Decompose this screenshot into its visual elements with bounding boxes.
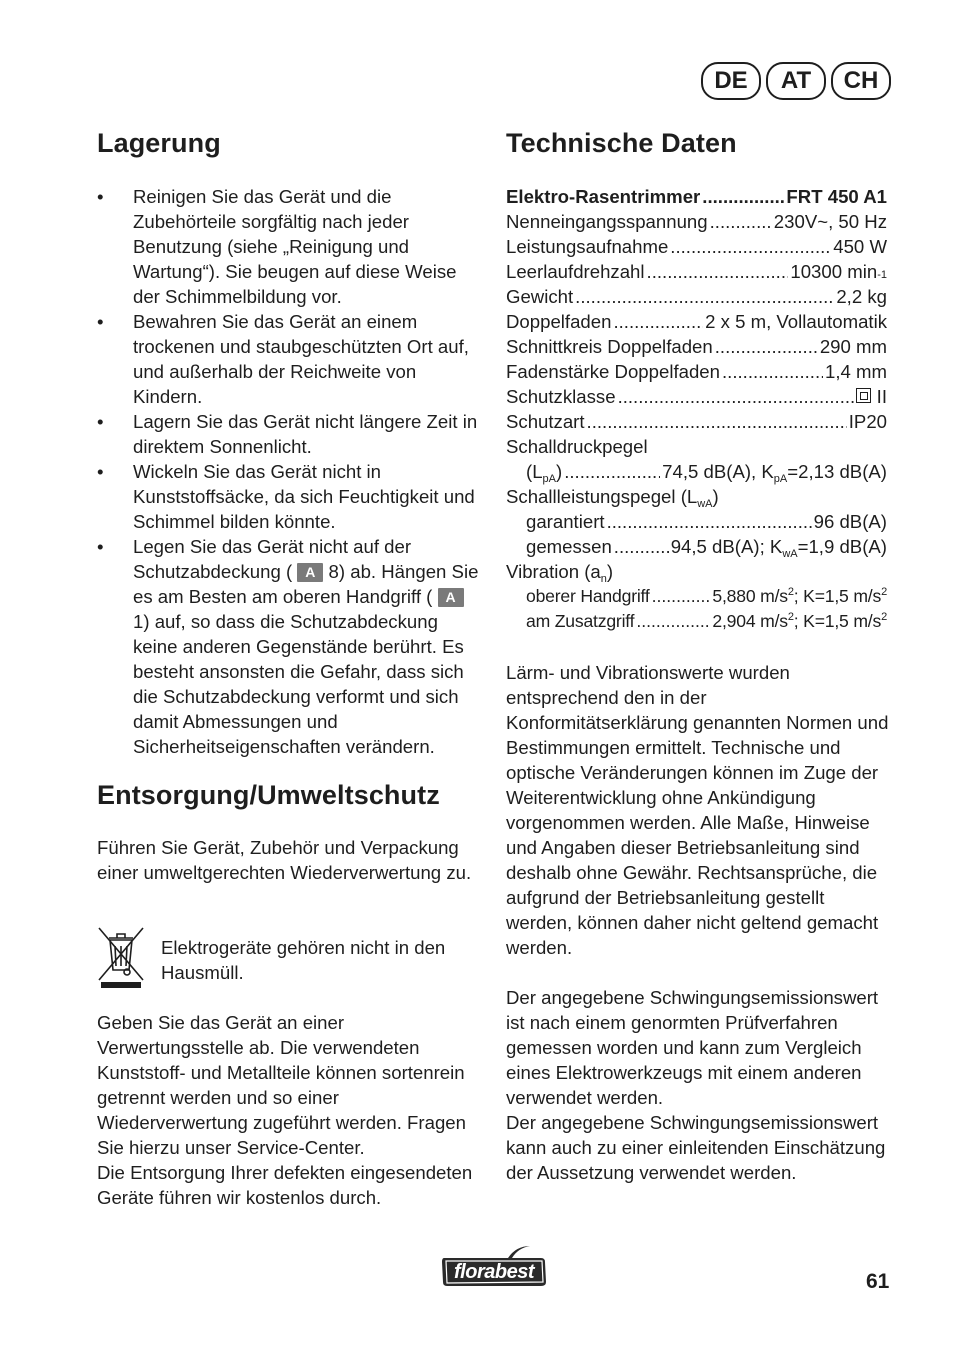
spec-row — [506, 209, 887, 234]
spec-label: am Zusatzgriff — [526, 611, 635, 631]
spec-row-vibration — [506, 559, 887, 584]
spec-row: Leerlaufdrehzahl ..... 10300 min -1 — [506, 259, 887, 284]
spec-value: 5,880 $m/s^2$; K=1,5 $m/s^2$ — [712, 586, 887, 606]
spec-label: Vibration $(a_n)$ — [506, 561, 614, 585]
figure-ref-badge: A — [438, 588, 464, 607]
bullet-text: 8) ab. Hängen Sie es am Besten am oberen Handgriff ( — [133, 561, 479, 607]
spec-label: Nenneingangsspannung — [506, 211, 708, 232]
logo-text: florabest — [454, 1261, 534, 1283]
spec-value: 450 W — [833, 236, 887, 257]
spec-label: Schnittkreis Doppelfaden — [506, 336, 713, 357]
protection-class-ii-icon — [856, 388, 871, 403]
spec-label: Gewicht — [506, 286, 574, 307]
spec-label: Schallleistungspegel $(L_{wA})$ — [506, 486, 719, 510]
spec-label: Schutzklasse — [506, 386, 616, 407]
spec-row — [506, 234, 887, 259]
spec-value: 74,5 dB(A), $K_{pA}=2,13$ dB(A) — [662, 461, 887, 485]
list-item: • Wickeln Sie das Gerät nicht in Kunststoffsäcke, da sich Feuchtigkeit und Schimmel bilden könnte. — [97, 459, 482, 534]
spec-row — [506, 534, 887, 559]
spec-label: gemessen — [526, 536, 612, 557]
spec-label: Schutzart — [506, 411, 585, 432]
list-item: • Reinigen Sie das Gerät und die Zubehörteile sorgfältig nach jeder Benutzung (siehe „Reinigung und Wartung“). Sie beugen auf diese Weise der Schimmelbildung vor. — [97, 184, 482, 309]
spec-value: FRT 450 A1 — [786, 186, 887, 207]
lagerung-list-container — [97, 184, 482, 759]
crossed-out-wheelie-bin-icon — [97, 926, 145, 990]
spec-row — [506, 334, 887, 359]
lagerung-heading: Lagerung — [97, 128, 221, 158]
spec-value: 94,5 dB(A); $K_{wA}=1,9$ dB(A) — [670, 536, 887, 560]
weee-text: Elektrogeräte gehören nicht in den Hausmüll. — [161, 937, 446, 983]
spec-row-schallleistung — [506, 484, 887, 509]
spec-value: 2,2 kg — [836, 286, 887, 307]
spec-label: Doppelfaden — [506, 311, 612, 332]
bullet-text: Legen Sie das Gerät nicht auf der Schutzabdeckung ( — [133, 536, 412, 582]
list-item: • Bewahren Sie das Gerät an einem trockenen und staubgeschützten Ort auf, und außerhalb der Reichweite von Kindern. — [97, 309, 482, 409]
technische-daten-heading: Technische Daten — [506, 128, 737, 158]
spec-label: oberer Handgriff — [526, 586, 650, 606]
bullet-text: 1) auf, so dass die Schutzabdeckung keine anderen Gegenstände berührt. Es besteht ansonsten die Gefahr, dass sich die Schutzabdeckung verformt und sich damit Abmessungen und Sicherheitseigenschaften verändern. — [133, 611, 464, 757]
spec-row — [506, 459, 887, 484]
spec-label: Schalldruckpegel — [506, 436, 648, 457]
spec-value: 10300 min — [790, 261, 878, 282]
spec-row — [506, 509, 887, 534]
spec-label: Leerlaufdrehzahl — [506, 261, 645, 282]
spec-value: II — [876, 386, 887, 407]
spec-row-model — [506, 184, 887, 209]
spec-value: IP20 — [848, 411, 887, 432]
spec-value: 1,4 mm — [825, 361, 887, 382]
entsorgung-paragraph-2: Die Entsorgung Ihrer defekten eingesendeten Geräte führen wir kostenlos durch. — [97, 1162, 473, 1208]
page-number: 61 — [866, 1270, 890, 1293]
spec-row — [506, 309, 887, 334]
spec-label: Fadenstärke Doppelfaden — [506, 361, 720, 382]
badge-ch: CH — [831, 62, 891, 100]
spec-label: garantiert — [526, 511, 605, 532]
lagerung-list — [97, 184, 482, 759]
spec-row — [506, 359, 887, 384]
badge-de: DE — [701, 62, 761, 100]
spec-value: 2,904 $m/s^2$; K=1,5 $m/s^2$ — [712, 611, 887, 631]
entsorgung-heading: Entsorgung/Umweltschutz — [97, 780, 440, 810]
spec-row — [506, 409, 887, 434]
list-item: • Lagern Sie das Gerät nicht längere Zeit in direktem Sonnenlicht. — [97, 409, 482, 459]
badge-at: AT — [766, 62, 826, 100]
spec-label: Leistungsaufnahme — [506, 236, 669, 257]
spec-label: $(L_{pA})$ — [526, 461, 563, 485]
spec-row — [506, 584, 887, 609]
spec-row — [506, 384, 887, 409]
spec-table — [506, 184, 887, 634]
list-item — [97, 534, 482, 759]
spec-value: 230V~, 50 Hz — [773, 211, 887, 232]
spec-row-schalldruck — [506, 434, 887, 459]
spec-value: 96 dB(A) — [813, 511, 887, 532]
entsorgung-intro: Führen Sie Gerät, Zubehör und Verpackung einer umweltgerechten Wiederverwertung zu. — [97, 837, 472, 883]
entsorgung-paragraph-1: Geben Sie das Gerät an einer Verwertungsstelle ab. Die verwendeten Kunststoff- und Metallteile können sortenrein getrennt werden und so einer Wiederverwertung zugeführt werden. Fragen Sie hierzu unser Service-Center. — [97, 1012, 466, 1158]
technical-note-2: Der angegebene Schwingungsemissionswert ist nach einem genormten Prüfverfahren gemessen worden und kann zum Vergleich eines Elektrowerkzeugs mit einem anderen verwendet werden. — [506, 987, 879, 1108]
technical-note-3: Der angegebene Schwingungsemissionswert kann auch zu einer einleitenden Einschätzung der Aussetzung verwendet werden. — [506, 1112, 886, 1183]
florabest-logo — [438, 1244, 550, 1290]
spec-row — [506, 609, 887, 634]
spec-label: Elektro-Rasentrimmer — [506, 186, 701, 207]
spec-value: 2 x 5 m, Vollautomatik — [705, 311, 887, 332]
figure-ref-badge: A — [297, 563, 323, 582]
technical-note-1: Lärm- und Vibrationswerte wurden entsprechend den in der Konformitätserklärung genannten Normen und Bestimmungen ermittelt. Technische und optische Veränderungen können im Zuge der Weiterentwicklung ohne Ankündigung vorgenommen werden. Alle Maße, Hinweise und Angaben dieser Betriebsanleitung sind deshalb ohne Gewähr. Rechtsansprüche, die aufgrund der Betriebsanleitung gestellt werden, können daher nicht geltend gemacht werden. — [506, 662, 889, 958]
spec-value: 290 mm — [819, 336, 887, 357]
spec-row — [506, 284, 887, 309]
